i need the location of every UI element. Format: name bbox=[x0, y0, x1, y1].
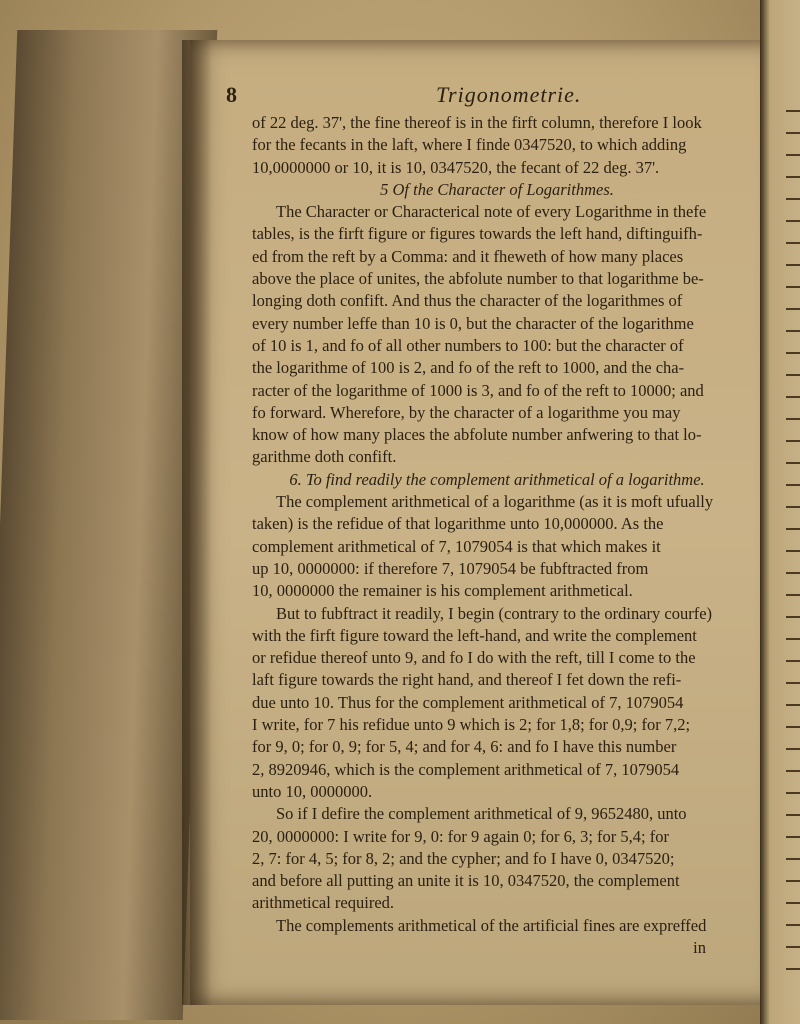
page-edge-mark bbox=[786, 770, 800, 772]
section-heading: 6. To find readily the complement arithmetical of a logarithme. bbox=[289, 469, 705, 489]
page-edge-mark bbox=[786, 814, 800, 816]
page-edge-mark bbox=[786, 858, 800, 860]
page-edge-mark bbox=[786, 264, 800, 266]
text-line: 20, 0000000: I write for 9, 0: for 9 again 0; for 6, 3; for 5,4; for bbox=[252, 826, 669, 846]
page-edge-mark bbox=[786, 682, 800, 684]
page-text bbox=[252, 112, 742, 959]
page-edge-mark bbox=[786, 506, 800, 508]
page-edge-mark bbox=[786, 638, 800, 640]
page-edge-mark bbox=[786, 924, 800, 926]
text-line: longing doth confift. And thus the character of the logarithmes of bbox=[252, 291, 683, 311]
text-line: in bbox=[693, 937, 706, 957]
text-line: for 9, 0; for 0, 9; for 5, 4; and for 4, 6: and fo I have this number bbox=[252, 737, 677, 757]
text-line: 2, 8920946, which is the complement arithmetical of 7, 1079054 bbox=[252, 759, 680, 779]
text-line: of 22 deg. 37', the fine thereof is in the firft column, therefore I look bbox=[252, 113, 702, 132]
page-edge-mark bbox=[786, 330, 800, 332]
text-line: and before all putting an unite it is 10, 0347520, the complement bbox=[252, 871, 680, 891]
page-edge-mark bbox=[786, 880, 800, 882]
text-line: due unto 10. Thus for the complement arithmetical of 7, 1079054 bbox=[252, 692, 684, 712]
text-line: The complements arithmetical of the artificial fines are expreffed bbox=[276, 915, 707, 935]
text-line: arithmetical required. bbox=[252, 893, 395, 913]
page-edge-mark bbox=[786, 946, 800, 948]
page-edge-mark bbox=[786, 594, 800, 596]
text-line: the logarithme of 100 is 2, and fo of the reft to 1000, and the cha- bbox=[252, 358, 685, 378]
text-line: But to fubftract it readily, I begin (contrary to the ordinary courfe) bbox=[276, 603, 713, 623]
page-edge-mark bbox=[786, 748, 800, 750]
text-line: above the place of unites, the abfolute number to that logarithme be- bbox=[252, 269, 704, 289]
text-line: taken) is the refidue of that logarithme unto 10,000000. As the bbox=[252, 514, 664, 534]
page-edge-mark bbox=[786, 660, 800, 662]
text-line: fo forward. Wherefore, by the character of a logarithme you may bbox=[252, 402, 681, 422]
page-edge-mark bbox=[786, 440, 800, 442]
page-edge-mark bbox=[786, 396, 800, 398]
page-edge-mark bbox=[786, 572, 800, 574]
page-edge-mark bbox=[786, 902, 800, 904]
text-line: with the firft figure toward the left-hand, and write the complement bbox=[252, 625, 697, 645]
text-line: every number leffe than 10 is 0, but the character of the logarithme bbox=[252, 313, 694, 333]
page-edge-mark bbox=[786, 110, 800, 112]
text-line: know of how many places the abfolute number anfwering to that lo- bbox=[252, 425, 702, 445]
text-line: up 10, 0000000: if therefore 7, 1079054 be fubftracted from bbox=[252, 558, 649, 578]
text-line: ed from the reft by a Comma: and it fheweth of how many places bbox=[252, 246, 684, 266]
page-edge-mark bbox=[786, 462, 800, 464]
page-edge-mark bbox=[786, 616, 800, 618]
page-edge-mark bbox=[786, 726, 800, 728]
page-edge-mark bbox=[786, 550, 800, 552]
text-line: The Character or Characterical note of every Logarithme in thefe bbox=[276, 202, 707, 222]
text-line: I write, for 7 his refidue unto 9 which is 2; for 1,8; for 0,9; for 7,2; bbox=[252, 715, 691, 735]
page-edge-mark bbox=[786, 704, 800, 706]
page-edge-mark bbox=[786, 198, 800, 200]
page-edge-mark bbox=[786, 528, 800, 530]
text-line: racter of the logarithme of 1000 is 3, and fo of the reft to 10000; and bbox=[252, 380, 704, 400]
page-edge-mark bbox=[786, 352, 800, 354]
text-line: or refidue thereof unto 9, and fo I do with the reft, till I come to the bbox=[252, 648, 696, 668]
text-line: for the fecants in the laft, where I finde 0347520, to which adding bbox=[252, 135, 687, 155]
page-edge-mark bbox=[786, 968, 800, 970]
text-line: laft figure towards the right hand, and thereof I fet down the refi- bbox=[252, 670, 682, 690]
text-line: garithme doth confift. bbox=[252, 447, 397, 467]
page-edge-mark bbox=[786, 176, 800, 178]
text-line: 2, 7: for 4, 5; for 8, 2; and the cypher; and fo I have 0, 0347520; bbox=[252, 848, 675, 868]
text-line: tables, is the firft figure or figures towards the left hand, diftinguifh- bbox=[252, 224, 703, 244]
page-edge-mark bbox=[786, 374, 800, 376]
text-line: 10, 0000000 the remainer is his complement arithmetical. bbox=[252, 581, 633, 601]
page-edge-mark bbox=[786, 308, 800, 310]
page-edge-mark bbox=[786, 132, 800, 134]
page-edge-mark bbox=[786, 242, 800, 244]
page-number: 8 bbox=[226, 82, 237, 107]
text-line: unto 10, 0000000. bbox=[252, 781, 373, 801]
text-line: 10,0000000 or 10, it is 10, 0347520, the fecant of 22 deg. 37'. bbox=[252, 157, 660, 177]
page-edge-mark bbox=[786, 792, 800, 794]
running-head: Trigonometrie. bbox=[436, 82, 582, 107]
page-edge-mark bbox=[786, 286, 800, 288]
text-line: So if I defire the complement arithmetical of 9, 9652480, unto bbox=[276, 804, 687, 824]
page-edge-mark bbox=[786, 836, 800, 838]
page-edge-mark bbox=[786, 484, 800, 486]
gutter-shadow bbox=[182, 40, 212, 1005]
page-edge-mark bbox=[786, 154, 800, 156]
text-line: The complement arithmetical of a logarithme (as it is moft ufually bbox=[276, 492, 714, 512]
text-line: of 10 is 1, and fo of all other numbers to 100: but the character of bbox=[252, 335, 684, 355]
section-heading: 5 Of the Character of Logarithmes. bbox=[380, 179, 614, 199]
page-edge-mark bbox=[786, 418, 800, 420]
page-header bbox=[226, 82, 746, 112]
page-edge-mark bbox=[786, 220, 800, 222]
text-line: complement arithmetical of 7, 1079054 is that which makes it bbox=[252, 536, 661, 556]
